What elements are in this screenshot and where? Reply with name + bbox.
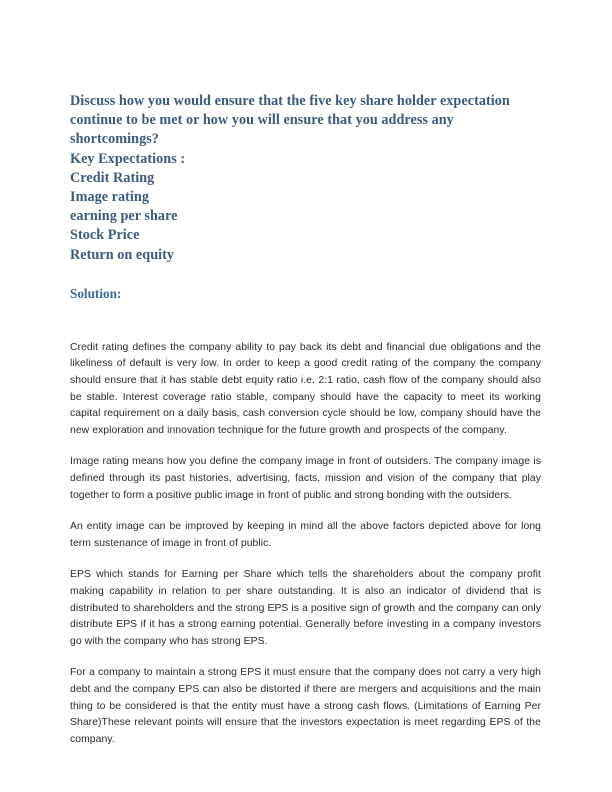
paragraph-eps-maintenance: For a company to maintain a strong EPS it must ensure that the company does not carry a very high debt and the company EPS can also be distorted if there are mergers and acquisitions and the main thing to be considered is that the entity must have a strong cash flows. (Limitations of Earning Per Share)These relevant points will ensure that the investors expectation is meet regarding EPS of the company.	[70, 667, 541, 745]
expectation-item-image-rating: Image rating	[70, 189, 150, 206]
expectation-item-return-on-equity: Return on equity	[70, 246, 175, 263]
paragraph-image-rating: Image rating means how you define the company image in front of outsiders. The company image is defined through its past histories, advertising, facts, mission and vision of the company that play together to form a positive public image in front of public and strong bonding with the outsiders.	[70, 456, 541, 501]
paragraph-entity-image: An entity image can be improved by keeping in mind all the above factors depicted above for long term sustenance of image in front of public.	[70, 521, 541, 549]
expectation-item-credit-rating: Credit Rating	[70, 169, 155, 186]
question-heading: Discuss how you would ensure that the five key share holder expectation continue to be met or how you will ensure that you address any shortcomings?	[70, 93, 510, 148]
expectation-item-earning-per-share: earning per share	[70, 208, 178, 225]
heading-block	[70, 92, 541, 265]
solution-label: Solution:	[70, 285, 122, 301]
paragraph-eps-definition: EPS which stands for Earning per Share which tells the shareholders about the company profit making capability in relation to per share outstanding. It is also an indicator of dividend that is distributed to shareholders and the strong EPS is a positive sign of growth and the company can only distribute EPS if it has a strong earning potential. Generally before investing in a company investors go with the company who has strong EPS.	[70, 569, 541, 647]
solution-body	[70, 340, 541, 748]
expectation-item-stock-price: Stock Price	[70, 227, 140, 244]
key-expectations-label: Key Expectations :	[70, 150, 186, 167]
paragraph-credit-rating: Credit rating defines the company ability to pay back its debt and financial due obligations and the likeliness of default is very low. In order to keep a good credit rating of the company the company should ensure that it has stable debt equity ratio i.e. 2:1 ratio, cash flow of the company should also be stable. Interest coverage ratio stable, company should have the capacity to meet its working capital requirement on a daily basis, cash conversion cycle should be low, company should have the new exploration and innovation technique for the future growth and prospects of the company.	[70, 341, 541, 436]
document-content	[70, 92, 541, 748]
